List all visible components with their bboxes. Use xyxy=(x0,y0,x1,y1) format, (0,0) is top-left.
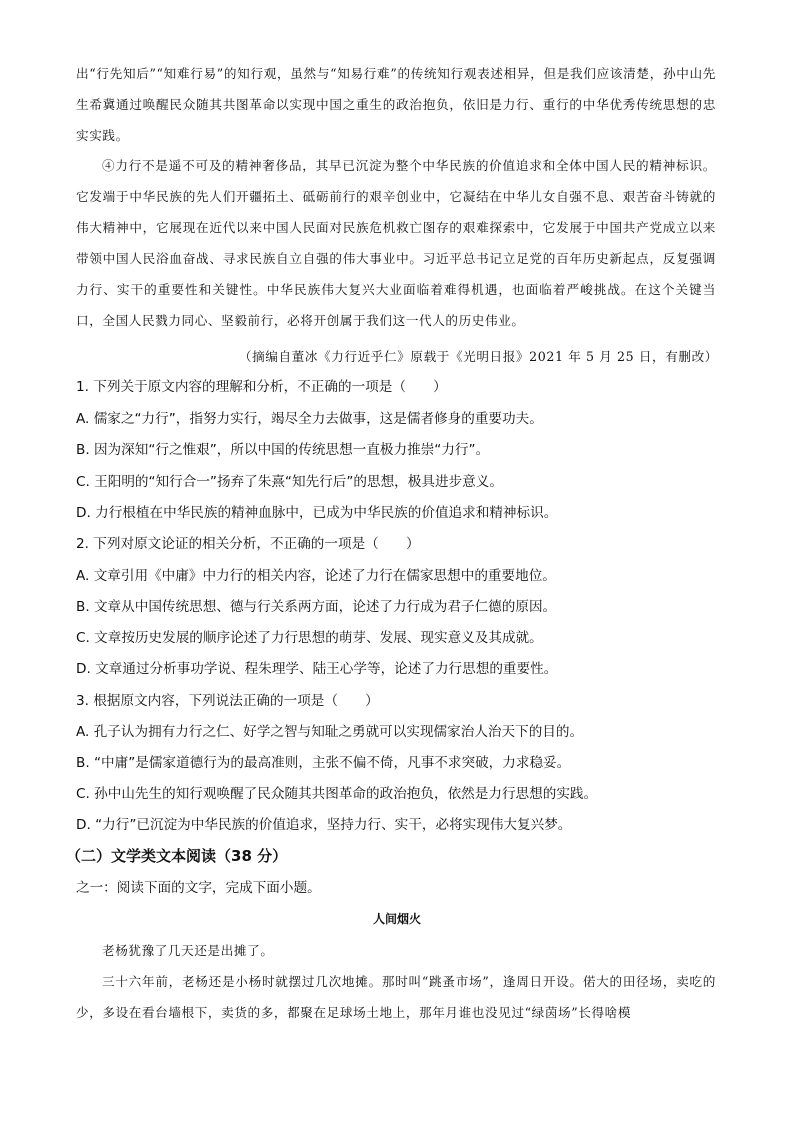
passage-source-note: （摘编自董冰《力行近乎仁》原载于《光明日报》2021 年 5 月 25 日，有删改） xyxy=(238,349,718,364)
question-1-stem: 1. 下列关于原文内容的理解和分析，不正确的一项是（ ） xyxy=(76,379,447,395)
question-3-option-c[interactable]: C. 孙中山先生的知行观唤醒了民众随其共图革命的政治抱负，依然是力行思想的实践。 xyxy=(76,786,598,802)
passage-paragraph-4: ④力行不是遥不可及的精神奢侈品，其早已沉淀为整个中华民族的价值追求和全体中国人民的精神标识。它发端于中华民族的先人们开疆拓土、砥砺前行的艰辛创业中，它凝结在中华儿女自强不息、艰苦奋斗铸就的伟大精神中，它展现在近代以来中国人民面对民族危机救亡图存的艰难探索中，它发展于中国共产党成立以来带领中国人民浴血奋战、寻求民族自立自强的伟大事业中。习近平总书记立足党的百年历史新起点，反复强调力行、实干的重要性和关键性。中华民族伟大复兴大业面临着难得机遇，也面临着严峻挑战。在这个关键当口，全国人民戮力同心、坚毅前行，必将开创属于我们这一代人的历史伟业。 xyxy=(76,158,716,328)
question-3-option-a[interactable]: A. 孔子认为拥有力行之仁、好学之智与知耻之勇就可以实现儒家治人治天下的目的。 xyxy=(76,724,584,740)
question-2-stem: 2. 下列对原文论证的相关分析，不正确的一项是（ ） xyxy=(76,536,420,552)
question-2-option-a[interactable]: A. 文章引用《中庸》中力行的相关内容，论述了力行在儒家思想中的重要地位。 xyxy=(76,568,556,584)
question-3-stem: 3. 根据原文内容，下列说法正确的一项是（ ） xyxy=(76,693,379,709)
question-3-option-b[interactable]: B. “中庸”是儒家道德行为的最高准则，主张不偏不倚，凡事不求突破，力求稳妥。 xyxy=(76,755,571,771)
question-1-option-d[interactable]: D. 力行根植在中华民族的精神血脉中，已成为中华民族的价值追求和精神标识。 xyxy=(76,505,558,521)
question-1-option-a[interactable]: A. 儒家之“力行”，指努力实行，竭尽全力去做事，这是儒者修身的重要功夫。 xyxy=(76,411,543,427)
question-2-option-c[interactable]: C. 文章按历史发展的顺序论述了力行思想的萌芽、发展、现实意义及其成就。 xyxy=(76,630,543,646)
section-instruction: 之一：阅读下面的文字，完成下面小题。 xyxy=(76,880,321,896)
story-paragraph-2: 三十六年前，老杨还是小杨时就摆过几次地摊。那时叫“跳蚤市场”，逢周日开设。偌大的田径场，卖吃的少，多设在看台墙根下，卖货的多，都聚在足球场土地上，那年月谁也没见过“绿茵场”长得啥模 xyxy=(76,974,716,1020)
question-2-option-d[interactable]: D. 文章通过分析事功学说、程朱理学、陆王心学等，论述了力行思想的重要性。 xyxy=(76,661,558,677)
section-heading: （二）文学类文本阅读（38 分） xyxy=(66,847,288,865)
question-3-option-d[interactable]: D. “力行”已沉淀为中华民族的价值追求，坚持力行、实干，必将实现伟大复兴梦。 xyxy=(76,817,572,833)
question-1-option-b[interactable]: B. 因为深知“行之惟艰”，所以中国的传统思想一直极力推崇“力行”。 xyxy=(76,442,490,458)
story-paragraph-1: 老杨犹豫了几天还是出摊了。 xyxy=(102,943,274,958)
passage-paragraph-3-continued: 出“行先知后”“知难行易”的知行观，虽然与“知易行难”的传统知行观表述相异，但是我们应该清楚，孙中山先生希冀通过唤醒民众随其共图革命以实现中国之重生的政治抱负，依旧是力行、重行的中华优秀传统思想的忠实实践。 xyxy=(76,66,716,143)
story-title: 人间烟火 xyxy=(372,912,421,926)
question-1-option-c[interactable]: C. 王阳明的“知行合一”扬弃了朱熹“知先行后”的思想，极具进步意义。 xyxy=(76,474,503,490)
question-2-option-b[interactable]: B. 文章从中国传统思想、德与行关系两方面，论述了力行成为君子仁德的原因。 xyxy=(76,599,557,615)
